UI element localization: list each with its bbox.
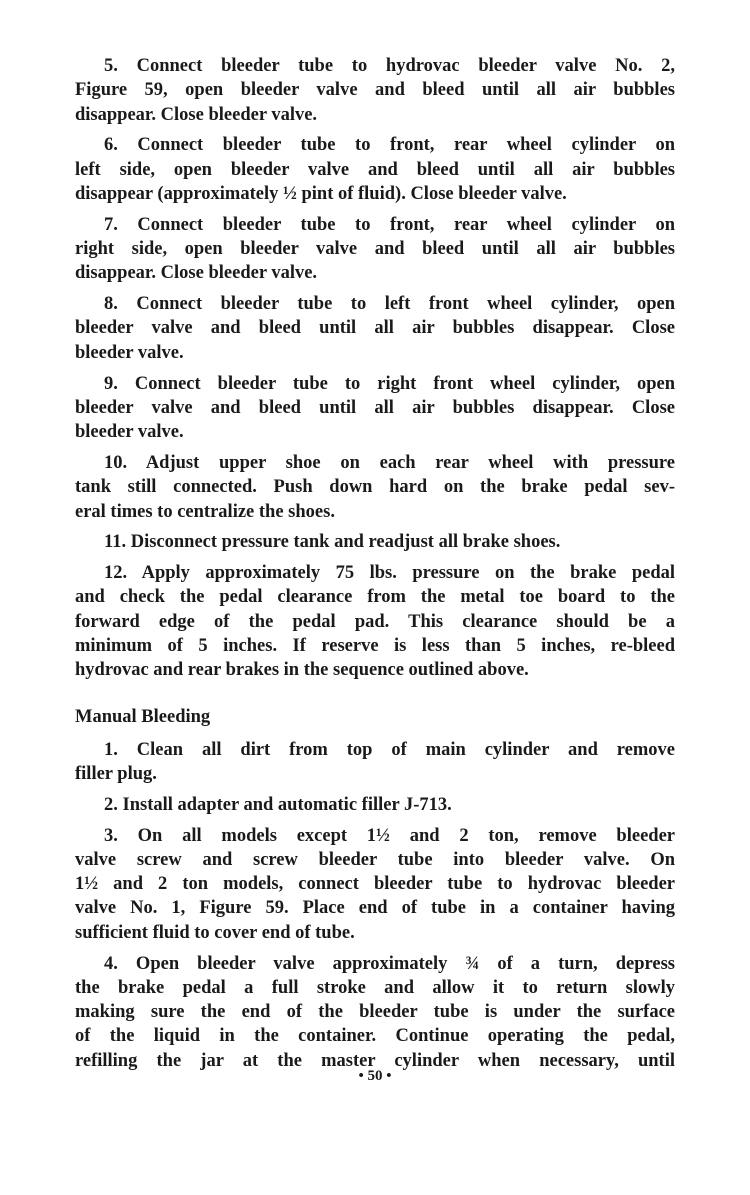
text-line: 9. Connect bleeder tube to right front wheel cylinder, open	[104, 373, 675, 394]
paragraph	[75, 561, 675, 682]
paragraph	[75, 793, 675, 817]
text-line: hydrovac and rear brakes in the sequence outlined above.	[75, 660, 529, 681]
paragraph	[75, 738, 675, 787]
text-line: 5. Connect bleeder tube to hydrovac bleeder valve No. 2,	[104, 56, 675, 76]
text-line: Figure 59, open bleeder valve and bleed until all air bubbles	[75, 80, 675, 101]
text-line: bleeder valve and bleed until all air bubbles disappear. Close	[75, 318, 675, 339]
paragraph	[75, 54, 675, 127]
text-line: 2. Install adapter and automatic filler J-713.	[104, 794, 452, 815]
text-line: 4. Open bleeder valve approximately ¾ of a turn, depress	[104, 953, 675, 974]
text-line: 1. Clean all dirt from top of main cylinder and remove	[104, 739, 675, 760]
text-line: bleeder valve.	[75, 422, 184, 443]
text-line: 1½ and 2 ton models, connect bleeder tube to hydrovac bleeder	[75, 874, 675, 895]
paragraph	[75, 213, 675, 286]
paragraph	[75, 824, 675, 945]
page-number: • 50 •	[358, 1068, 392, 1084]
paragraph	[75, 133, 675, 206]
text-line: of the liquid in the container. Continue operating the pedal,	[75, 1026, 675, 1047]
section-heading: Manual Bleeding	[75, 706, 211, 727]
text-line: 11. Disconnect pressure tank and readjust all brake shoes.	[104, 532, 561, 553]
text-line: eral times to centralize the shoes.	[75, 501, 335, 522]
paragraph	[75, 372, 675, 445]
text-line: refilling the jar at the master cylinder when necessary, until	[75, 1050, 675, 1071]
text-line: filler plug.	[75, 763, 157, 784]
text-line: 10. Adjust upper shoe on each rear wheel with pressure	[104, 452, 675, 473]
text-line: bleeder valve.	[75, 342, 184, 363]
text-line: making sure the end of the bleeder tube is under the surface	[75, 1002, 675, 1023]
text-line: disappear (approximately ½ pint of fluid). Close bleeder valve.	[75, 183, 567, 204]
text-line: disappear. Close bleeder valve.	[75, 263, 318, 284]
text-line: sufficient fluid to cover end of tube.	[75, 922, 355, 943]
text-line: valve screw and screw bleeder tube into bleeder valve. On	[75, 849, 675, 870]
text-line: disappear. Close bleeder valve.	[75, 104, 318, 125]
text-line: 8. Connect bleeder tube to left front wheel cylinder, open	[104, 294, 675, 315]
text-line: minimum of 5 inches. If reserve is less than 5 inches, re-bleed	[75, 636, 675, 657]
text-line: valve No. 1, Figure 59. Place end of tube in a container having	[75, 898, 675, 919]
text-line: and check the pedal clearance from the metal toe board to the	[75, 587, 675, 608]
text-line: left side, open bleeder valve and bleed until all air bubbles	[75, 159, 675, 180]
instructions-list-top	[75, 54, 675, 683]
paragraph	[75, 451, 675, 524]
paragraph	[75, 530, 675, 554]
text-line: 7. Connect bleeder tube to front, rear wheel cylinder on	[104, 214, 675, 235]
text-line: 3. On all models except 1½ and 2 ton, remove bleeder	[104, 825, 675, 846]
paragraph	[75, 292, 675, 365]
text-line: tank still connected. Push down hard on the brake pedal sev-	[75, 477, 675, 498]
instructions-list-bottom	[75, 738, 675, 1073]
text-line: right side, open bleeder valve and bleed until all air bubbles	[75, 239, 675, 260]
text-line: forward edge of the pedal pad. This clearance should be a	[75, 611, 675, 632]
page-body	[75, 54, 675, 1079]
paragraph	[75, 952, 675, 1073]
text-line: bleeder valve and bleed until all air bubbles disappear. Close	[75, 397, 675, 418]
text-line: the brake pedal a full stroke and allow it to return slowly	[75, 977, 675, 998]
text-line: 12. Apply approximately 75 lbs. pressure on the brake pedal	[104, 563, 675, 584]
text-line: 6. Connect bleeder tube to front, rear wheel cylinder on	[104, 135, 675, 156]
